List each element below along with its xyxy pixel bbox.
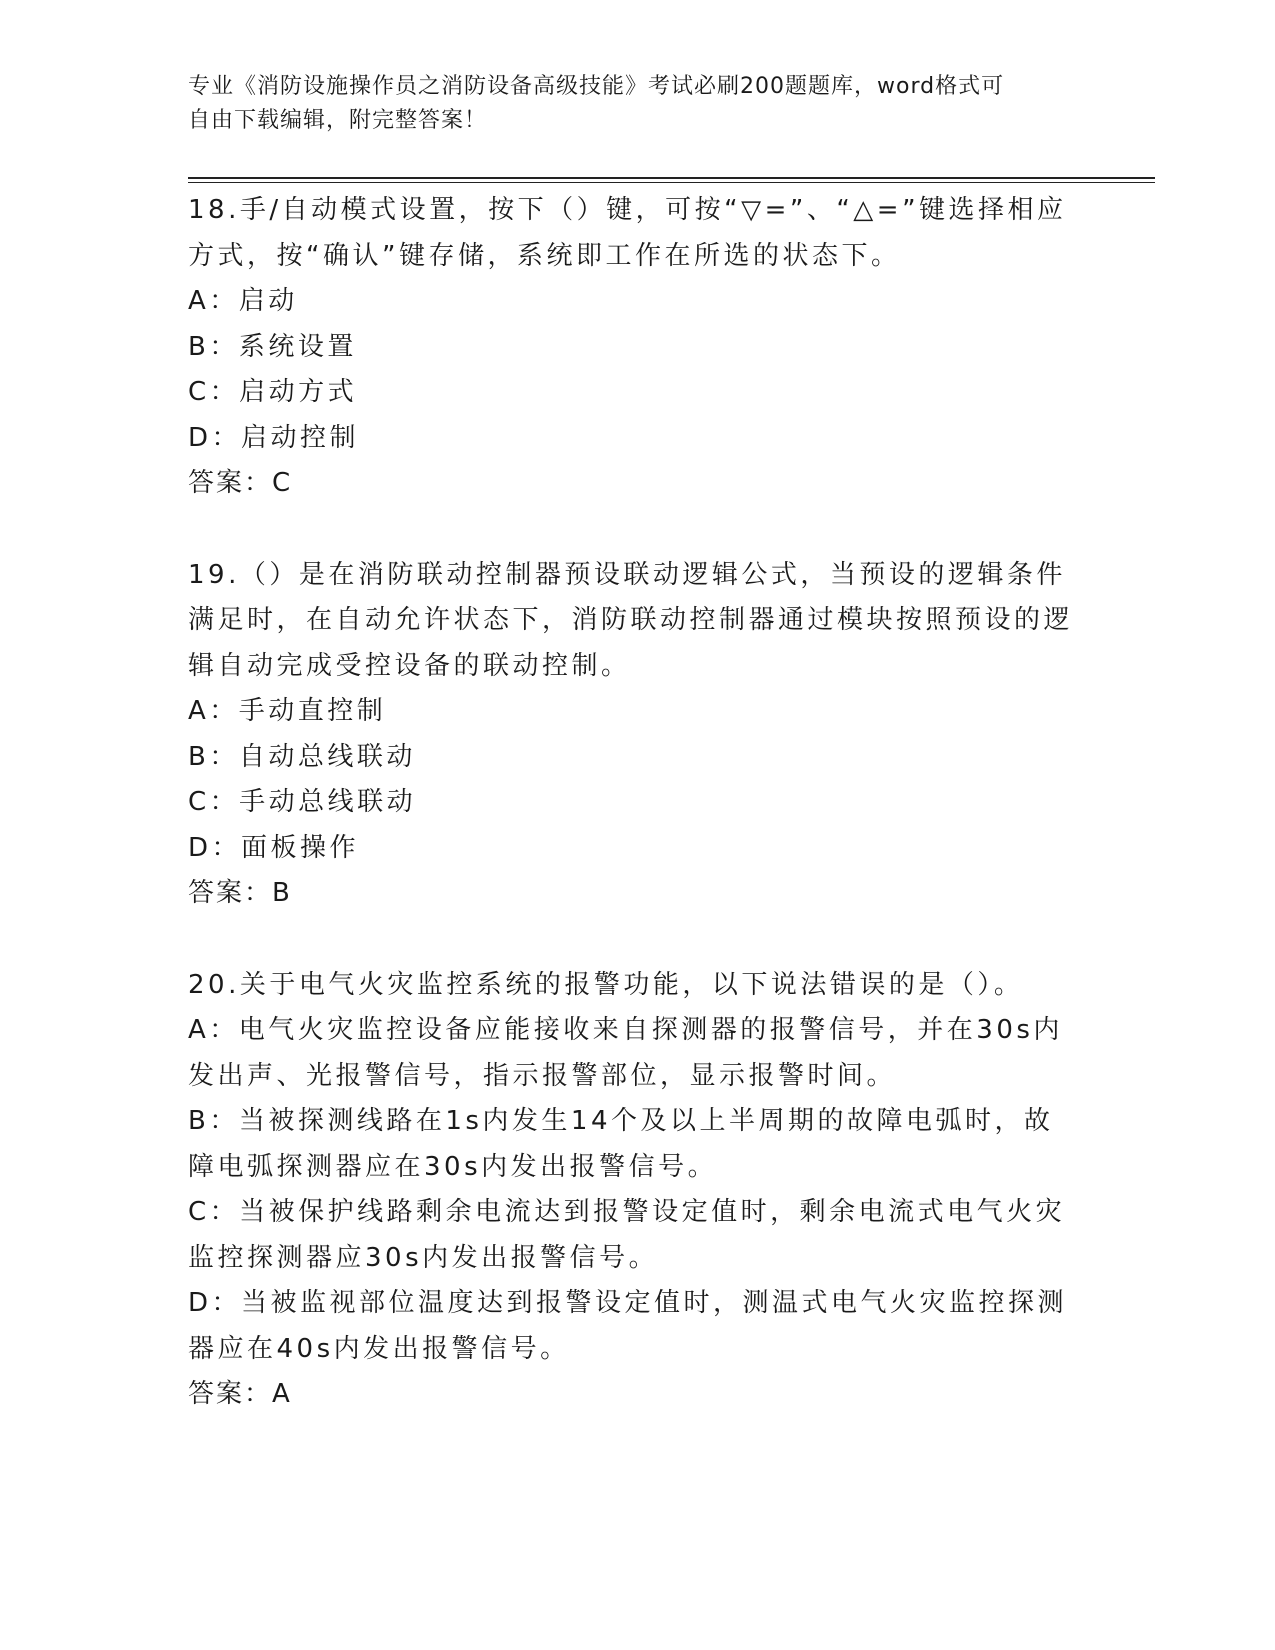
question-text: 20.关于电气火灾监控系统的报警功能，以下说法错误的是（）。 bbox=[188, 969, 1024, 1000]
option-b: B：系统设置 bbox=[188, 331, 357, 362]
document-header bbox=[188, 70, 1068, 138]
option-b: B：自动总线联动 bbox=[188, 741, 416, 772]
option-c: C：手动总线联动 bbox=[188, 787, 417, 817]
question-text: 19.（）是在消防联动控制器预设联动逻辑公式，当预设的逻辑条件满足时，在自动允许状态下，消防联动控制器通过模块按照预设的逻辑自动完成受控设备的联动控制。 bbox=[188, 559, 1074, 681]
option-d: D：面板操作 bbox=[188, 832, 360, 863]
option-a: A：手动直控制 bbox=[188, 696, 387, 726]
question-list bbox=[188, 188, 1078, 1464]
answer: 答案：C bbox=[188, 468, 293, 498]
answer: 答案：B bbox=[188, 878, 292, 908]
option-c: C：当被保护线路剩余电流达到报警设定值时，剩余电流式电气火灾监控探测器应30s内发出报警信号。 bbox=[188, 1197, 1066, 1273]
option-a: A：电气火灾监控设备应能接收来自探测器的报警信号，并在30s内发出声、光报警信号，指示报警部位，显示报警时间。 bbox=[188, 1015, 1063, 1091]
option-c: C：启动方式 bbox=[188, 377, 358, 407]
option-d: D：启动控制 bbox=[188, 422, 360, 453]
option-a: A：启动 bbox=[188, 286, 298, 316]
option-d: D：当被监视部位温度达到报警设定值时，测温式电气火灾监控探测器应在40s内发出报警信号。 bbox=[188, 1288, 1068, 1364]
header-line-1: 专业《消防设施操作员之消防设备高级技能》考试必刷200题题库，word格式可 bbox=[188, 74, 1005, 99]
question-text: 18.手/自动模式设置，按下（）键，可按“▽=”、“△=”键选择相应方式，按“确认”键存储，系统即工作在所选的状态下。 bbox=[188, 195, 1067, 271]
header-divider-thick bbox=[188, 177, 1155, 179]
question-19 bbox=[188, 553, 1078, 917]
option-b: B：当被探测线路在1s内发生14个及以上半周期的故障电弧时，故障电弧探测器应在30s内发出报警信号。 bbox=[188, 1106, 1054, 1182]
header-divider-thin bbox=[188, 182, 1155, 183]
question-20 bbox=[188, 963, 1078, 1418]
header-line-2: 自由下载编辑，附完整答案！ bbox=[188, 108, 488, 133]
question-18 bbox=[188, 188, 1078, 507]
answer: 答案：A bbox=[188, 1379, 292, 1409]
